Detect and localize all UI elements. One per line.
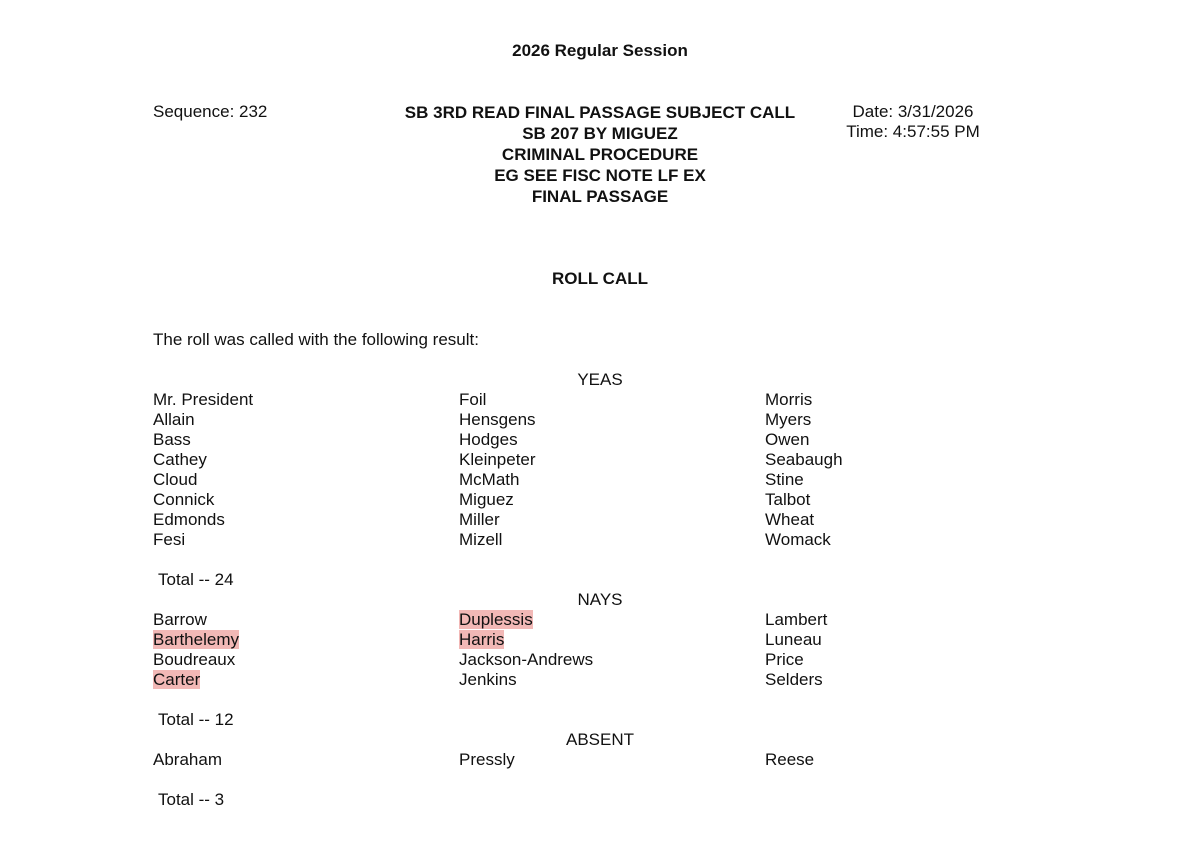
yeas-member-name: Allain	[153, 410, 195, 429]
nays-member-name: Selders	[765, 670, 823, 689]
highlighted-member-name: Harris	[459, 630, 505, 649]
nays-member-name: Lambert	[765, 610, 828, 629]
nays-member-name: Jenkins	[459, 670, 517, 689]
nays-member-name	[459, 630, 504, 650]
yeas-member-name: Bass	[153, 430, 191, 449]
nays-member-name: Price	[765, 650, 804, 669]
yeas-member-name: Connick	[153, 490, 215, 509]
sequence-number: Sequence: 232	[153, 102, 268, 121]
roll-call-heading: ROLL CALL	[551, 269, 648, 288]
session-title: 2026 Regular Session	[512, 41, 688, 60]
vote-time: Time: 4:57:55 PM	[846, 122, 980, 141]
yeas-member-name: Miguez	[459, 490, 514, 509]
nays-label: NAYS	[577, 590, 623, 609]
yeas-member-name: Talbot	[765, 490, 811, 509]
yeas-member-name: Mizell	[459, 530, 503, 549]
yeas-member-name: Seabaugh	[765, 450, 843, 469]
yeas-member-name: Foil	[459, 390, 487, 409]
yeas-member-name: Womack	[765, 530, 831, 549]
bill-line-subject: CRIMINAL PROCEDURE	[501, 145, 699, 164]
yeas-member-name: Hodges	[459, 430, 518, 449]
absent-total: Total -- 3	[158, 790, 225, 809]
yeas-member-name: Fesi	[153, 530, 186, 549]
nays-member-name	[459, 610, 533, 630]
absent-member-name: Abraham	[153, 750, 222, 769]
vote-date: Date: 3/31/2026	[852, 102, 974, 121]
bill-line-note: EG SEE FISC NOTE LF EX	[494, 166, 706, 185]
highlighted-member-name: Duplessis	[459, 610, 533, 629]
yeas-member-name: Morris	[765, 390, 813, 409]
absent-label: ABSENT	[565, 730, 635, 749]
yeas-total: Total -- 24	[158, 570, 234, 589]
yeas-member-name: Stine	[765, 470, 804, 489]
absent-member-name: Pressly	[459, 750, 515, 769]
nays-member-name: Jackson-Andrews	[459, 650, 594, 669]
bill-line-action: FINAL PASSAGE	[531, 187, 669, 206]
highlighted-member-name: Carter	[153, 670, 201, 689]
yeas-member-name: Cloud	[153, 470, 198, 489]
bill-line-number: SB 207 BY MIGUEZ	[522, 124, 678, 143]
yeas-member-name: Miller	[459, 510, 500, 529]
bill-line-call: SB 3RD READ FINAL PASSAGE SUBJECT CALL	[404, 103, 796, 122]
yeas-member-name: Kleinpeter	[459, 450, 536, 469]
highlighted-member-name: Barthelemy	[153, 630, 239, 649]
absent-member-name: Reese	[765, 750, 815, 769]
yeas-member-name: Hensgens	[459, 410, 536, 429]
yeas-member-name: Edmonds	[153, 510, 225, 529]
nays-member-name	[153, 630, 239, 650]
nays-member-name	[153, 670, 200, 690]
yeas-member-name: Myers	[765, 410, 812, 429]
nays-member-name: Boudreaux	[153, 650, 236, 669]
nays-member-name: Luneau	[765, 630, 822, 649]
nays-member-name: Barrow	[153, 610, 207, 629]
yeas-member-name: Wheat	[765, 510, 815, 529]
yeas-member-name: Mr. President	[153, 390, 254, 409]
date-time	[838, 102, 988, 142]
nays-total: Total -- 12	[158, 710, 234, 729]
yeas-member-name: Cathey	[153, 450, 207, 469]
yeas-member-name: Owen	[765, 430, 810, 449]
yeas-label: YEAS	[577, 370, 623, 389]
roll-call-intro: The roll was called with the following result:	[153, 330, 479, 349]
yeas-member-name: McMath	[459, 470, 520, 489]
bill-description	[350, 102, 850, 207]
